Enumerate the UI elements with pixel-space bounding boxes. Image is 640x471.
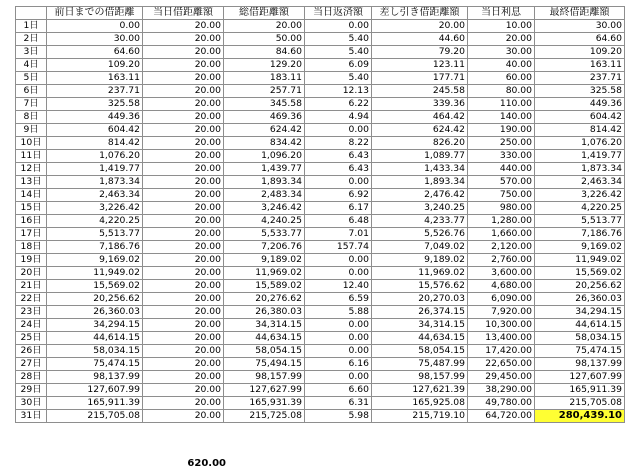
daily-repayment-cell: 6.48 <box>305 215 372 228</box>
daily-interest-cell: 64,720.00 <box>468 410 535 423</box>
total-borrow-cell: 129.20 <box>224 59 305 72</box>
day-cell: 23日 <box>16 306 47 319</box>
table-row <box>16 111 625 124</box>
daily-repayment-cell: 5.98 <box>305 410 372 423</box>
daily-borrow-cell: 20.00 <box>143 241 224 254</box>
daily-borrow-cell: 20.00 <box>143 371 224 384</box>
previous-balance-cell: 1,076.20 <box>47 150 143 163</box>
final-borrow-cell: 30.00 <box>535 20 625 33</box>
final-borrow-cell: 4,220.25 <box>535 202 625 215</box>
table-row <box>16 397 625 410</box>
daily-repayment-cell: 6.43 <box>305 163 372 176</box>
total-borrowed: 620.00 <box>187 458 226 469</box>
daily-borrow-cell: 20.00 <box>143 33 224 46</box>
table-row <box>16 202 625 215</box>
table-row <box>16 176 625 189</box>
net-borrow-cell: 1,433.34 <box>372 163 468 176</box>
daily-borrow-cell: 20.00 <box>143 137 224 150</box>
daily-borrow-cell: 20.00 <box>143 358 224 371</box>
table-row <box>16 20 625 33</box>
table-row <box>16 85 625 98</box>
daily-interest-cell: 4,680.00 <box>468 280 535 293</box>
net-borrow-cell: 98,157.99 <box>372 371 468 384</box>
final-borrow-cell: 5,513.77 <box>535 215 625 228</box>
daily-interest-cell: 7,920.00 <box>468 306 535 319</box>
final-borrow-cell: 98,137.99 <box>535 358 625 371</box>
daily-borrow-cell: 20.00 <box>143 319 224 332</box>
daily-repayment-cell: 4.94 <box>305 111 372 124</box>
daily-interest-cell: 10,300.00 <box>468 319 535 332</box>
daily-borrow-cell: 20.00 <box>143 332 224 345</box>
previous-balance-cell: 44,614.15 <box>47 332 143 345</box>
table-row <box>16 345 625 358</box>
daily-interest-cell: 13,400.00 <box>468 332 535 345</box>
total-borrow-cell: 5,533.77 <box>224 228 305 241</box>
final-borrow-cell: 325.58 <box>535 85 625 98</box>
header-daily-repayment: 当日返済額 <box>305 7 372 20</box>
daily-borrow-cell: 20.00 <box>143 59 224 72</box>
daily-repayment-cell: 6.22 <box>305 98 372 111</box>
day-cell: 9日 <box>16 124 47 137</box>
table-row <box>16 215 625 228</box>
daily-interest-cell: 250.00 <box>468 137 535 150</box>
total-borrow-cell: 58,054.15 <box>224 345 305 358</box>
day-cell: 2日 <box>16 33 47 46</box>
net-borrow-cell: 165,925.08 <box>372 397 468 410</box>
day-cell: 13日 <box>16 176 47 189</box>
previous-balance-cell: 5,513.77 <box>47 228 143 241</box>
header-total-borrow: 総借距離額 <box>224 7 305 20</box>
daily-borrow-cell: 20.00 <box>143 111 224 124</box>
daily-repayment-cell: 6.16 <box>305 358 372 371</box>
day-cell: 16日 <box>16 215 47 228</box>
table-row <box>16 72 625 85</box>
previous-balance-cell: 4,220.25 <box>47 215 143 228</box>
day-cell: 14日 <box>16 189 47 202</box>
daily-interest-cell: 440.00 <box>468 163 535 176</box>
daily-borrow-cell: 20.00 <box>143 202 224 215</box>
final-borrow-cell: 34,294.15 <box>535 306 625 319</box>
final-borrow-cell: 237.71 <box>535 72 625 85</box>
daily-interest-cell: 30.00 <box>468 46 535 59</box>
daily-repayment-cell: 0.00 <box>305 254 372 267</box>
total-borrow-cell: 7,206.76 <box>224 241 305 254</box>
net-borrow-cell: 3,240.25 <box>372 202 468 215</box>
daily-repayment-cell: 6.31 <box>305 397 372 410</box>
daily-interest-cell: 330.00 <box>468 150 535 163</box>
total-borrow-cell: 11,969.02 <box>224 267 305 280</box>
daily-repayment-cell: 157.74 <box>305 241 372 254</box>
final-borrow-cell: 280,439.10 <box>535 410 625 423</box>
table-row <box>16 254 625 267</box>
previous-balance-cell: 7,186.76 <box>47 241 143 254</box>
daily-repayment-cell: 12.40 <box>305 280 372 293</box>
header-daily-interest: 当日利息 <box>468 7 535 20</box>
final-borrow-cell: 11,949.02 <box>535 254 625 267</box>
daily-interest-cell: 20.00 <box>468 33 535 46</box>
final-borrow-cell: 1,419.77 <box>535 150 625 163</box>
net-borrow-cell: 20,270.03 <box>372 293 468 306</box>
table-row <box>16 319 625 332</box>
daily-borrow-cell: 20.00 <box>143 176 224 189</box>
daily-repayment-cell: 6.09 <box>305 59 372 72</box>
day-cell: 18日 <box>16 241 47 254</box>
total-borrow-cell: 183.11 <box>224 72 305 85</box>
total-borrow-cell: 624.42 <box>224 124 305 137</box>
table-row <box>16 384 625 397</box>
daily-repayment-cell: 0.00 <box>305 20 372 33</box>
daily-repayment-cell: 5.40 <box>305 33 372 46</box>
previous-balance-cell: 109.20 <box>47 59 143 72</box>
final-borrow-cell: 7,186.76 <box>535 228 625 241</box>
net-borrow-cell: 127,621.39 <box>372 384 468 397</box>
daily-repayment-cell: 0.00 <box>305 319 372 332</box>
table-row <box>16 358 625 371</box>
daily-borrow-cell: 20.00 <box>143 410 224 423</box>
table-row <box>16 59 625 72</box>
total-borrow-cell: 34,314.15 <box>224 319 305 332</box>
daily-repayment-cell: 0.00 <box>305 176 372 189</box>
daily-interest-cell: 40.00 <box>468 59 535 72</box>
total-borrow-cell: 44,634.15 <box>224 332 305 345</box>
final-borrow-cell: 814.42 <box>535 124 625 137</box>
day-cell: 21日 <box>16 280 47 293</box>
table-row <box>16 124 625 137</box>
final-borrow-cell: 604.42 <box>535 111 625 124</box>
total-borrow-cell: 165,931.39 <box>224 397 305 410</box>
daily-borrow-cell: 20.00 <box>143 46 224 59</box>
day-cell: 5日 <box>16 72 47 85</box>
daily-borrow-cell: 20.00 <box>143 228 224 241</box>
net-borrow-cell: 58,054.15 <box>372 345 468 358</box>
net-borrow-cell: 34,314.15 <box>372 319 468 332</box>
previous-balance-cell: 814.42 <box>47 137 143 150</box>
total-borrow-cell: 75,494.15 <box>224 358 305 371</box>
day-cell: 1日 <box>16 20 47 33</box>
final-borrow-cell: 3,226.42 <box>535 189 625 202</box>
day-cell: 17日 <box>16 228 47 241</box>
total-borrow-cell: 834.42 <box>224 137 305 150</box>
final-borrow-cell: 9,169.02 <box>535 241 625 254</box>
daily-repayment-cell: 0.00 <box>305 345 372 358</box>
net-borrow-cell: 79.20 <box>372 46 468 59</box>
daily-interest-cell: 2,760.00 <box>468 254 535 267</box>
final-borrow-cell: 1,873.34 <box>535 163 625 176</box>
daily-borrow-cell: 20.00 <box>143 293 224 306</box>
day-cell: 8日 <box>16 111 47 124</box>
day-cell: 7日 <box>16 98 47 111</box>
daily-interest-cell: 10.00 <box>468 20 535 33</box>
previous-balance-cell: 11,949.02 <box>47 267 143 280</box>
previous-balance-cell: 26,360.03 <box>47 306 143 319</box>
previous-balance-cell: 0.00 <box>47 20 143 33</box>
net-borrow-cell: 177.71 <box>372 72 468 85</box>
final-borrow-cell: 163.11 <box>535 59 625 72</box>
total-borrow-cell: 215,725.08 <box>224 410 305 423</box>
total-borrow-cell: 1,439.77 <box>224 163 305 176</box>
daily-interest-cell: 49,780.00 <box>468 397 535 410</box>
net-borrow-cell: 44.60 <box>372 33 468 46</box>
previous-balance-cell: 2,463.34 <box>47 189 143 202</box>
net-borrow-cell: 826.20 <box>372 137 468 150</box>
table-row <box>16 410 625 423</box>
table-row <box>16 228 625 241</box>
table-row <box>16 241 625 254</box>
net-borrow-cell: 215,719.10 <box>372 410 468 423</box>
final-borrow-cell: 215,705.08 <box>535 397 625 410</box>
net-borrow-cell: 20.00 <box>372 20 468 33</box>
net-borrow-cell: 26,374.15 <box>372 306 468 319</box>
net-borrow-cell: 1,893.34 <box>372 176 468 189</box>
net-borrow-cell: 464.42 <box>372 111 468 124</box>
daily-borrow-cell: 20.00 <box>143 306 224 319</box>
daily-borrow-cell: 20.00 <box>143 189 224 202</box>
daily-interest-cell: 110.00 <box>468 98 535 111</box>
previous-balance-cell: 98,137.99 <box>47 371 143 384</box>
daily-interest-cell: 1,280.00 <box>468 215 535 228</box>
table-row <box>16 33 625 46</box>
daily-borrow-cell: 20.00 <box>143 215 224 228</box>
daily-repayment-cell: 6.92 <box>305 189 372 202</box>
previous-balance-cell: 15,569.02 <box>47 280 143 293</box>
daily-interest-cell: 980.00 <box>468 202 535 215</box>
net-borrow-cell: 9,189.02 <box>372 254 468 267</box>
total-borrow-cell: 50.00 <box>224 33 305 46</box>
net-borrow-cell: 123.11 <box>372 59 468 72</box>
day-cell: 19日 <box>16 254 47 267</box>
daily-interest-cell: 140.00 <box>468 111 535 124</box>
day-cell: 15日 <box>16 202 47 215</box>
header-corner <box>16 7 47 20</box>
total-borrow-cell: 4,240.25 <box>224 215 305 228</box>
final-borrow-cell: 44,614.15 <box>535 319 625 332</box>
net-borrow-cell: 11,969.02 <box>372 267 468 280</box>
final-borrow-cell: 58,034.15 <box>535 332 625 345</box>
daily-interest-cell: 750.00 <box>468 189 535 202</box>
final-borrow-cell: 165,911.39 <box>535 384 625 397</box>
table-row <box>16 150 625 163</box>
net-borrow-cell: 339.36 <box>372 98 468 111</box>
previous-balance-cell: 237.71 <box>47 85 143 98</box>
day-cell: 29日 <box>16 384 47 397</box>
net-borrow-cell: 4,233.77 <box>372 215 468 228</box>
daily-borrow-cell: 20.00 <box>143 20 224 33</box>
day-cell: 4日 <box>16 59 47 72</box>
day-cell: 27日 <box>16 358 47 371</box>
daily-repayment-cell: 0.00 <box>305 267 372 280</box>
final-borrow-cell: 15,569.02 <box>535 267 625 280</box>
net-borrow-cell: 624.42 <box>372 124 468 137</box>
table-row <box>16 46 625 59</box>
previous-balance-cell: 163.11 <box>47 72 143 85</box>
table-row <box>16 163 625 176</box>
daily-repayment-cell: 5.40 <box>305 72 372 85</box>
previous-balance-cell: 449.36 <box>47 111 143 124</box>
daily-repayment-cell: 5.40 <box>305 46 372 59</box>
day-cell: 12日 <box>16 163 47 176</box>
total-borrow-cell: 98,157.99 <box>224 371 305 384</box>
day-cell: 20日 <box>16 267 47 280</box>
final-borrow-cell: 64.60 <box>535 33 625 46</box>
final-borrow-cell: 449.36 <box>535 98 625 111</box>
previous-balance-cell: 75,474.15 <box>47 358 143 371</box>
previous-balance-cell: 215,705.08 <box>47 410 143 423</box>
total-borrow-cell: 257.71 <box>224 85 305 98</box>
daily-borrow-cell: 20.00 <box>143 280 224 293</box>
table-row <box>16 332 625 345</box>
final-borrow-cell: 75,474.15 <box>535 345 625 358</box>
previous-balance-cell: 127,607.99 <box>47 384 143 397</box>
day-cell: 11日 <box>16 150 47 163</box>
daily-repayment-cell: 8.22 <box>305 137 372 150</box>
total-borrow-cell: 2,483.34 <box>224 189 305 202</box>
daily-repayment-cell: 12.13 <box>305 85 372 98</box>
day-cell: 10日 <box>16 137 47 150</box>
daily-interest-cell: 80.00 <box>468 85 535 98</box>
daily-borrow-cell: 20.00 <box>143 267 224 280</box>
previous-balance-cell: 604.42 <box>47 124 143 137</box>
daily-repayment-cell: 6.60 <box>305 384 372 397</box>
table-row <box>16 293 625 306</box>
table-row <box>16 306 625 319</box>
total-borrow-cell: 469.36 <box>224 111 305 124</box>
day-cell: 22日 <box>16 293 47 306</box>
daily-borrow-cell: 20.00 <box>143 163 224 176</box>
table-row <box>16 189 625 202</box>
net-borrow-cell: 1,089.77 <box>372 150 468 163</box>
header-daily-borrow: 当日借距離額 <box>143 7 224 20</box>
final-borrow-cell: 26,360.03 <box>535 293 625 306</box>
daily-interest-cell: 190.00 <box>468 124 535 137</box>
daily-repayment-cell: 7.01 <box>305 228 372 241</box>
previous-balance-cell: 9,169.02 <box>47 254 143 267</box>
daily-interest-cell: 1,660.00 <box>468 228 535 241</box>
previous-balance-cell: 325.58 <box>47 98 143 111</box>
daily-borrow-cell: 20.00 <box>143 345 224 358</box>
day-cell: 28日 <box>16 371 47 384</box>
daily-repayment-cell: 6.43 <box>305 150 372 163</box>
table-row <box>16 371 625 384</box>
net-borrow-cell: 44,634.15 <box>372 332 468 345</box>
final-borrow-cell: 1,076.20 <box>535 137 625 150</box>
daily-interest-cell: 22,650.00 <box>468 358 535 371</box>
header-previous-balance: 前日までの借距離 <box>47 7 143 20</box>
daily-borrow-cell: 20.00 <box>143 384 224 397</box>
daily-borrow-cell: 20.00 <box>143 98 224 111</box>
final-borrow-cell: 127,607.99 <box>535 371 625 384</box>
net-borrow-cell: 15,576.62 <box>372 280 468 293</box>
daily-interest-cell: 17,420.00 <box>468 345 535 358</box>
previous-balance-cell: 64.60 <box>47 46 143 59</box>
previous-balance-cell: 30.00 <box>47 33 143 46</box>
total-borrow-cell: 15,589.02 <box>224 280 305 293</box>
daily-repayment-cell: 0.00 <box>305 332 372 345</box>
daily-interest-cell: 3,600.00 <box>468 267 535 280</box>
previous-balance-cell: 34,294.15 <box>47 319 143 332</box>
previous-balance-cell: 58,034.15 <box>47 345 143 358</box>
daily-repayment-cell: 0.00 <box>305 124 372 137</box>
final-borrow-cell: 2,463.34 <box>535 176 625 189</box>
day-cell: 24日 <box>16 319 47 332</box>
net-borrow-cell: 7,049.02 <box>372 241 468 254</box>
daily-borrow-cell: 20.00 <box>143 72 224 85</box>
daily-borrow-cell: 20.00 <box>143 85 224 98</box>
total-borrow-cell: 26,380.03 <box>224 306 305 319</box>
day-cell: 6日 <box>16 85 47 98</box>
total-borrow-cell: 127,627.99 <box>224 384 305 397</box>
net-borrow-cell: 75,487.99 <box>372 358 468 371</box>
previous-balance-cell: 1,419.77 <box>47 163 143 176</box>
previous-balance-cell: 1,873.34 <box>47 176 143 189</box>
day-cell: 26日 <box>16 345 47 358</box>
total-borrow-cell: 345.58 <box>224 98 305 111</box>
total-borrow-cell: 84.60 <box>224 46 305 59</box>
daily-interest-cell: 60.00 <box>468 72 535 85</box>
total-borrow-cell: 20.00 <box>224 20 305 33</box>
total-borrow-cell: 1,096.20 <box>224 150 305 163</box>
day-cell: 25日 <box>16 332 47 345</box>
table-row <box>16 280 625 293</box>
daily-repayment-cell: 6.17 <box>305 202 372 215</box>
table-body <box>16 20 625 423</box>
daily-repayment-cell: 6.59 <box>305 293 372 306</box>
daily-interest-cell: 6,090.00 <box>468 293 535 306</box>
day-cell: 3日 <box>16 46 47 59</box>
previous-balance-cell: 3,226.42 <box>47 202 143 215</box>
daily-interest-cell: 570.00 <box>468 176 535 189</box>
daily-interest-cell: 29,450.00 <box>468 371 535 384</box>
total-borrow-cell: 20,276.62 <box>224 293 305 306</box>
total-borrow-cell: 3,246.42 <box>224 202 305 215</box>
daily-borrow-cell: 20.00 <box>143 150 224 163</box>
net-borrow-cell: 245.58 <box>372 85 468 98</box>
table-row <box>16 137 625 150</box>
table-row <box>16 98 625 111</box>
previous-balance-cell: 165,911.39 <box>47 397 143 410</box>
net-borrow-cell: 2,476.42 <box>372 189 468 202</box>
daily-borrow-cell: 20.00 <box>143 124 224 137</box>
table-row <box>16 267 625 280</box>
total-borrow-cell: 9,189.02 <box>224 254 305 267</box>
daily-interest-cell: 2,120.00 <box>468 241 535 254</box>
header-final-borrow: 最終借距離額 <box>535 7 625 20</box>
daily-repayment-cell: 0.00 <box>305 371 372 384</box>
day-cell: 31日 <box>16 410 47 423</box>
final-borrow-cell: 20,256.62 <box>535 280 625 293</box>
header-row <box>16 7 625 20</box>
final-borrow-cell: 109.20 <box>535 46 625 59</box>
day-cell: 30日 <box>16 397 47 410</box>
net-borrow-cell: 5,526.76 <box>372 228 468 241</box>
daily-borrow-cell: 20.00 <box>143 397 224 410</box>
daily-repayment-cell: 5.88 <box>305 306 372 319</box>
previous-balance-cell: 20,256.62 <box>47 293 143 306</box>
daily-borrow-cell: 20.00 <box>143 254 224 267</box>
header-net-borrow: 差し引き借距離額 <box>372 7 468 20</box>
loan-schedule-table <box>15 6 625 423</box>
daily-interest-cell: 38,290.00 <box>468 384 535 397</box>
total-borrow-cell: 1,893.34 <box>224 176 305 189</box>
